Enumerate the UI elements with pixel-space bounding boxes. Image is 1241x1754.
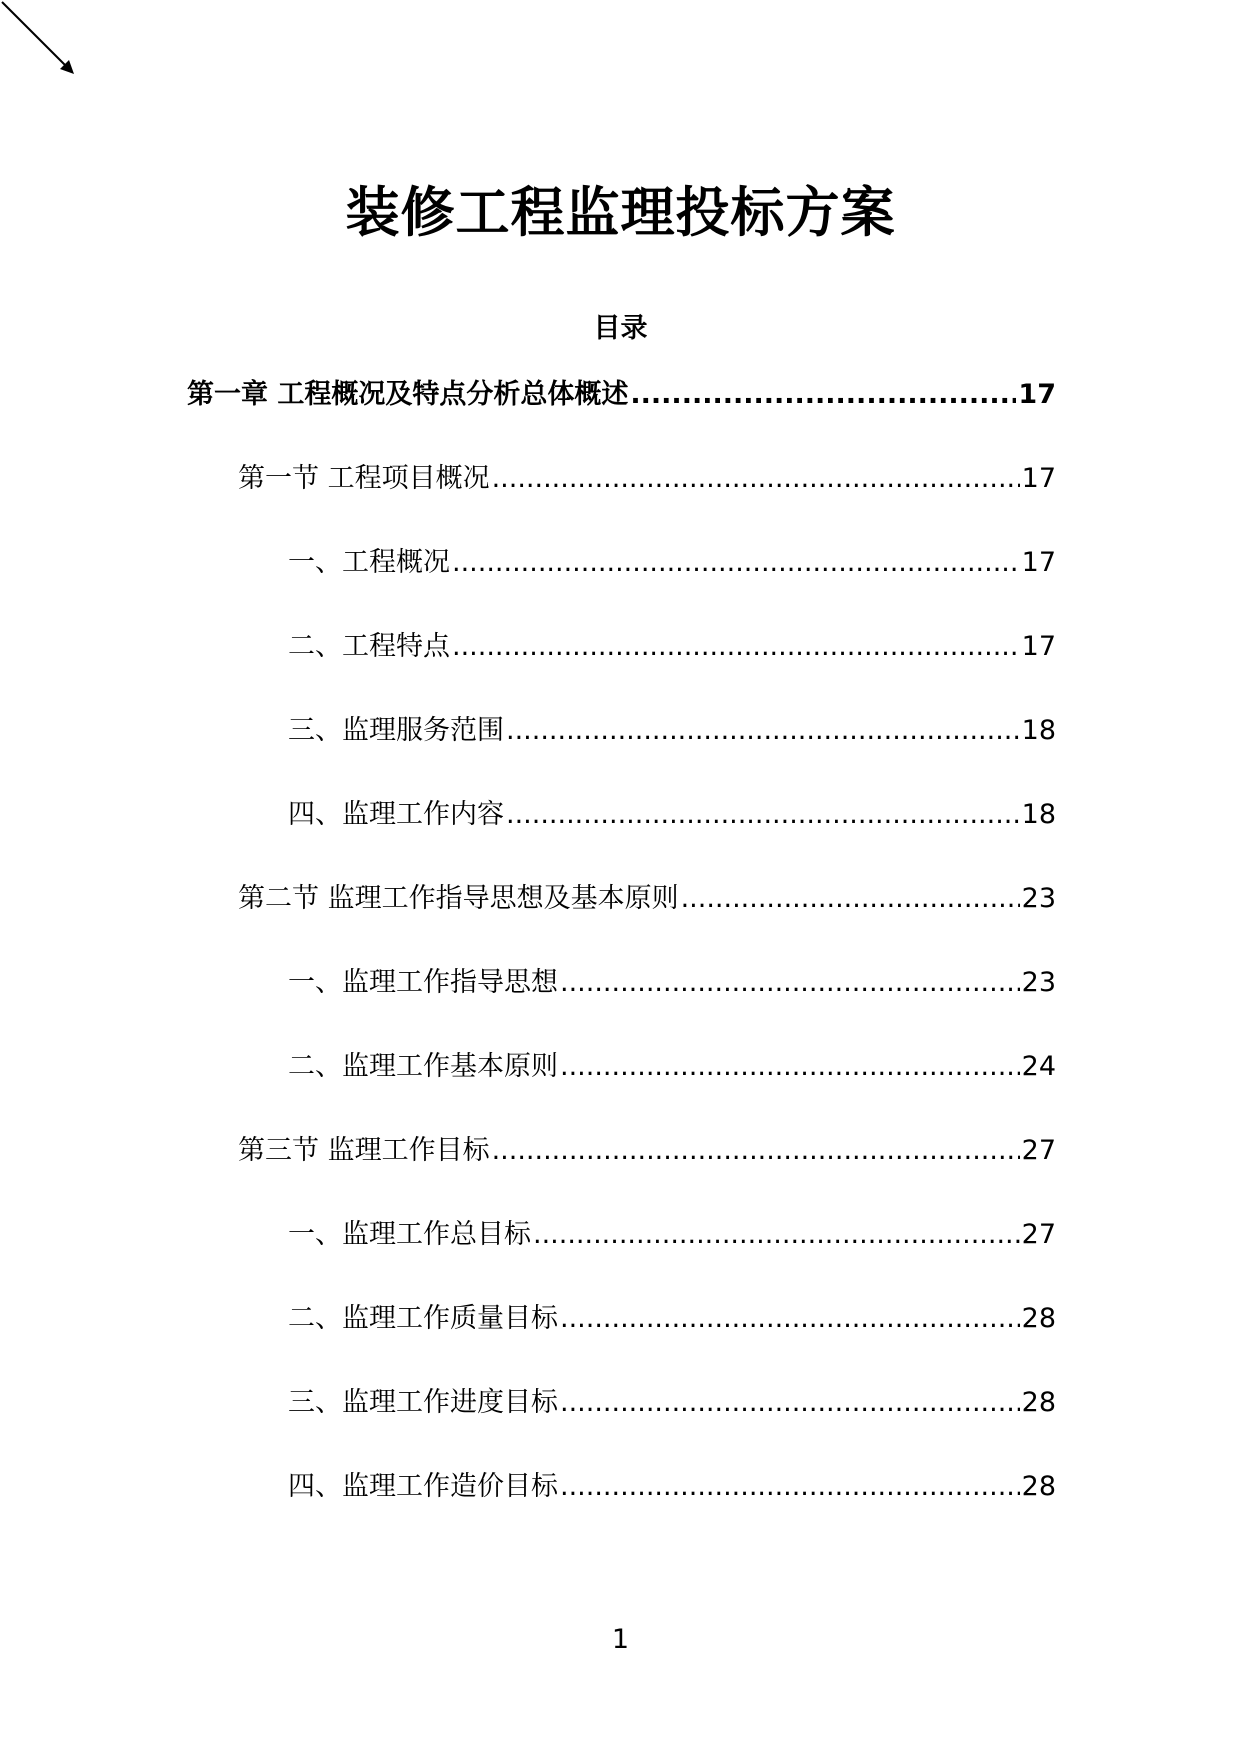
toc-leader — [560, 1301, 1020, 1337]
toc-entry[interactable] — [288, 545, 1056, 581]
toc-entry[interactable] — [238, 1133, 1056, 1169]
toc-entry-page: 28 — [1021, 1387, 1056, 1418]
toc-entry[interactable] — [288, 797, 1056, 833]
toc-entry-label: 第二节 监理工作指导思想及基本原则 — [238, 883, 679, 914]
toc-entry-page: 23 — [1021, 967, 1056, 998]
toc-entry-label: 四、监理工作内容 — [288, 799, 504, 830]
toc-entry-page: 28 — [1021, 1303, 1056, 1334]
toc-entry-page: 24 — [1021, 1051, 1056, 1082]
toc-entry[interactable] — [288, 1469, 1056, 1505]
toc-leader — [492, 461, 1020, 497]
toc-entry-page: 17 — [1021, 463, 1056, 494]
toc-entry-page: 17 — [1018, 379, 1056, 410]
toc-entry-label: 四、监理工作造价目标 — [288, 1471, 558, 1502]
toc-entry[interactable] — [288, 713, 1056, 749]
toc-heading: 目录 — [593, 313, 648, 344]
toc-entry-page: 27 — [1021, 1135, 1056, 1166]
toc-entry-label: 二、监理工作质量目标 — [288, 1303, 558, 1334]
toc-leader — [630, 377, 1016, 413]
toc-leader — [560, 1049, 1020, 1085]
toc-entry-page: 17 — [1021, 631, 1056, 662]
toc-entry-label: 第一节 工程项目概况 — [238, 463, 490, 494]
toc-leader — [681, 881, 1020, 917]
toc-leader — [560, 1385, 1020, 1421]
toc-entry[interactable] — [288, 1385, 1056, 1421]
toc-entry[interactable] — [288, 1049, 1056, 1085]
toc-entry-page: 23 — [1021, 883, 1056, 914]
toc-entry-label: 一、监理工作总目标 — [288, 1219, 531, 1250]
toc-entry[interactable] — [288, 629, 1056, 665]
toc-entry-label: 三、监理服务范围 — [288, 715, 504, 746]
toc-entry-page: 28 — [1021, 1471, 1056, 1502]
toc-leader — [560, 1469, 1020, 1505]
toc-leader — [533, 1217, 1020, 1253]
toc-entry-page: 18 — [1021, 799, 1056, 830]
toc-leader — [506, 713, 1020, 749]
toc-entry-label: 一、监理工作指导思想 — [288, 967, 558, 998]
toc-leader — [452, 545, 1020, 581]
toc-entry-label: 三、监理工作进度目标 — [288, 1387, 558, 1418]
toc-entry[interactable] — [238, 461, 1056, 497]
toc-entry[interactable] — [288, 1301, 1056, 1337]
toc-entry-page: 27 — [1021, 1219, 1056, 1250]
toc-entry-label: 第一章 工程概况及特点分析总体概述 — [187, 379, 629, 410]
toc-entry[interactable] — [288, 1217, 1056, 1253]
toc-leader — [452, 629, 1020, 665]
toc-leader — [492, 1133, 1020, 1169]
toc-leader — [560, 965, 1020, 1001]
toc-entry-label: 第三节 监理工作目标 — [238, 1135, 490, 1166]
toc-entry[interactable] — [238, 881, 1056, 917]
toc-entry-page: 17 — [1021, 547, 1056, 578]
toc-entry-label: 一、工程概况 — [288, 547, 450, 578]
toc-entry[interactable] — [288, 965, 1056, 1001]
page-number: 1 — [611, 1624, 630, 1655]
toc-entry-label: 二、工程特点 — [288, 631, 450, 662]
document-title: 装修工程监理投标方案 — [345, 181, 896, 244]
toc-leader — [506, 797, 1020, 833]
toc-entry-page: 18 — [1021, 715, 1056, 746]
toc-entry[interactable] — [187, 377, 1056, 413]
toc-entry-label: 二、监理工作基本原则 — [288, 1051, 558, 1082]
